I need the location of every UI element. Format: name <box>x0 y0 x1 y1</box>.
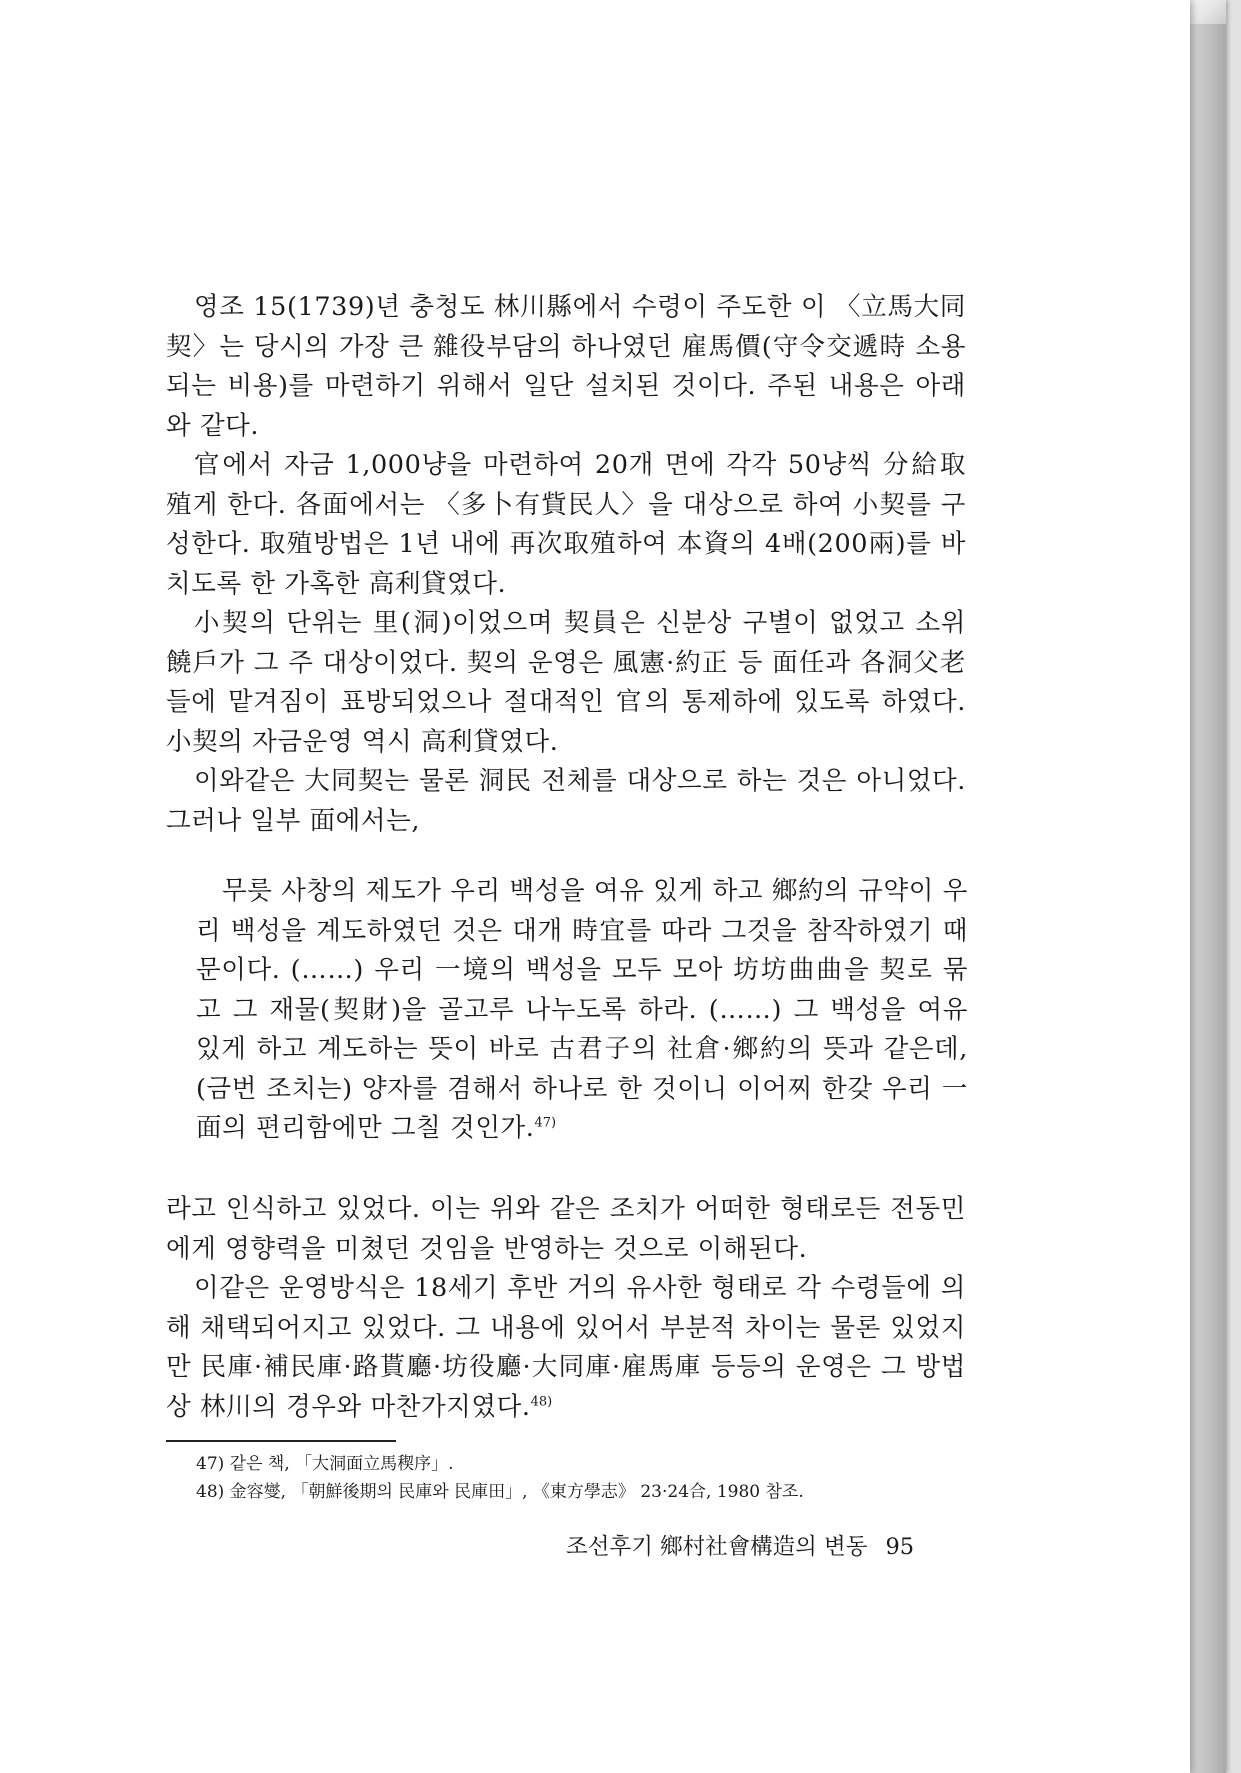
paragraph: 영조 15(1739)년 충청도 林川縣에서 수령이 주도한 이 〈立馬大同契〉는 당시의 가장 큰 雜役부담의 하나였던 雇馬價(守令交遞時 소용되는 비용)를 마련하기 위해서 일단 설치된 것이다. 주된 내용은 아래와 같다. <box>166 292 966 441</box>
page-number: 95 <box>885 1534 915 1560</box>
paragraph-text: 이같은 운영방식은 18세기 후반 거의 유사한 형태로 각 수령들에 의해 채택되어지고 있었다. 그 내용에 있어서 부분적 차이는 물론 있었지만 民庫·補民庫·路貰廳·坊役廳·大同庫·雇馬庫 등등의 운영은 그 방법상 林川의 경우와 마찬가지였다. <box>166 1273 966 1422</box>
running-footer <box>566 1530 986 1564</box>
footnote-48: 48) 金容燮, 「朝鮮後期의 民庫와 民庫田」, 《東方學志》 23·24合, 1980 참조. <box>196 1482 804 1502</box>
footnote-ref-48[interactable]: 48) <box>530 1394 553 1409</box>
block-quote <box>196 872 968 1149</box>
paragraph-continuation: 라고 인식하고 있었다. 이는 위와 같은 조치가 어떠한 형태로든 전동민에게 영향력을 미쳤던 것임을 반영하는 것으로 이해된다. <box>166 1194 966 1264</box>
page-stack-edge <box>1190 0 1226 1773</box>
footnote-divider <box>166 1440 396 1442</box>
paragraph: 이와같은 大同契는 물론 洞民 전체를 대상으로 하는 것은 아니었다. 그러나 일부 面에서는, <box>166 766 966 836</box>
footnote-ref-47[interactable]: 47) <box>534 1115 557 1131</box>
paragraph <box>166 1269 966 1427</box>
paragraph: 小契의 단위는 里(洞)이었으며 契員은 신분상 구별이 없었고 소위 饒戶가 그 주 대상이었다. 契의 운영은 風憲·約正 등 面任과 各洞父老들에 맡겨짐이 표방되었으나 절대적인 官의 통제하에 있도록 하였다. 小契의 자금운영 역시 高利貸였다. <box>166 608 966 757</box>
quote-text: 무릇 사창의 제도가 우리 백성을 여유 있게 하고 鄉約의 규약이 우리 백성을 계도하였던 것은 대개 時宜를 따라 그것을 참작하였기 때문이다. (……) 우리 一境의 백성을 모두 모아 坊坊曲曲을 契로 묶고 그 재물(契財)을 골고루 나누도록 하라. (……) 그 백성을 여유 있게 하고 계도하는 뜻이 바로 古君子의 社倉·鄉約의 뜻과 같은데, (금번 조치는) 양자를 겸해서 하나로 한 것이니 이어찌 한갖 우리 一面의 편리함에만 그칠 것인가. <box>196 876 968 1143</box>
paragraph: 官에서 자금 1,000냥을 마련하여 20개 면에 각각 50냥씩 分給取殖게 한다. 各面에서는 〈多卜有貲民人〉을 대상으로 하여 小契를 구성한다. 取殖방법은 1년 내에 再次取殖하여 本資의 4배(200兩)를 바치도록 한 가혹한 高利貸였다. <box>166 450 966 599</box>
footnotes <box>196 1450 976 1506</box>
body-text-top <box>166 288 966 841</box>
body-text-bottom <box>166 1190 966 1427</box>
footnote-47: 47) 같은 책, 「大洞面立馬稧序」. <box>196 1454 454 1474</box>
quote-paragraph <box>196 872 968 1149</box>
running-title: 조선후기 鄉村社會構造의 변동 <box>566 1534 868 1560</box>
page-corner-fold <box>1190 0 1226 24</box>
